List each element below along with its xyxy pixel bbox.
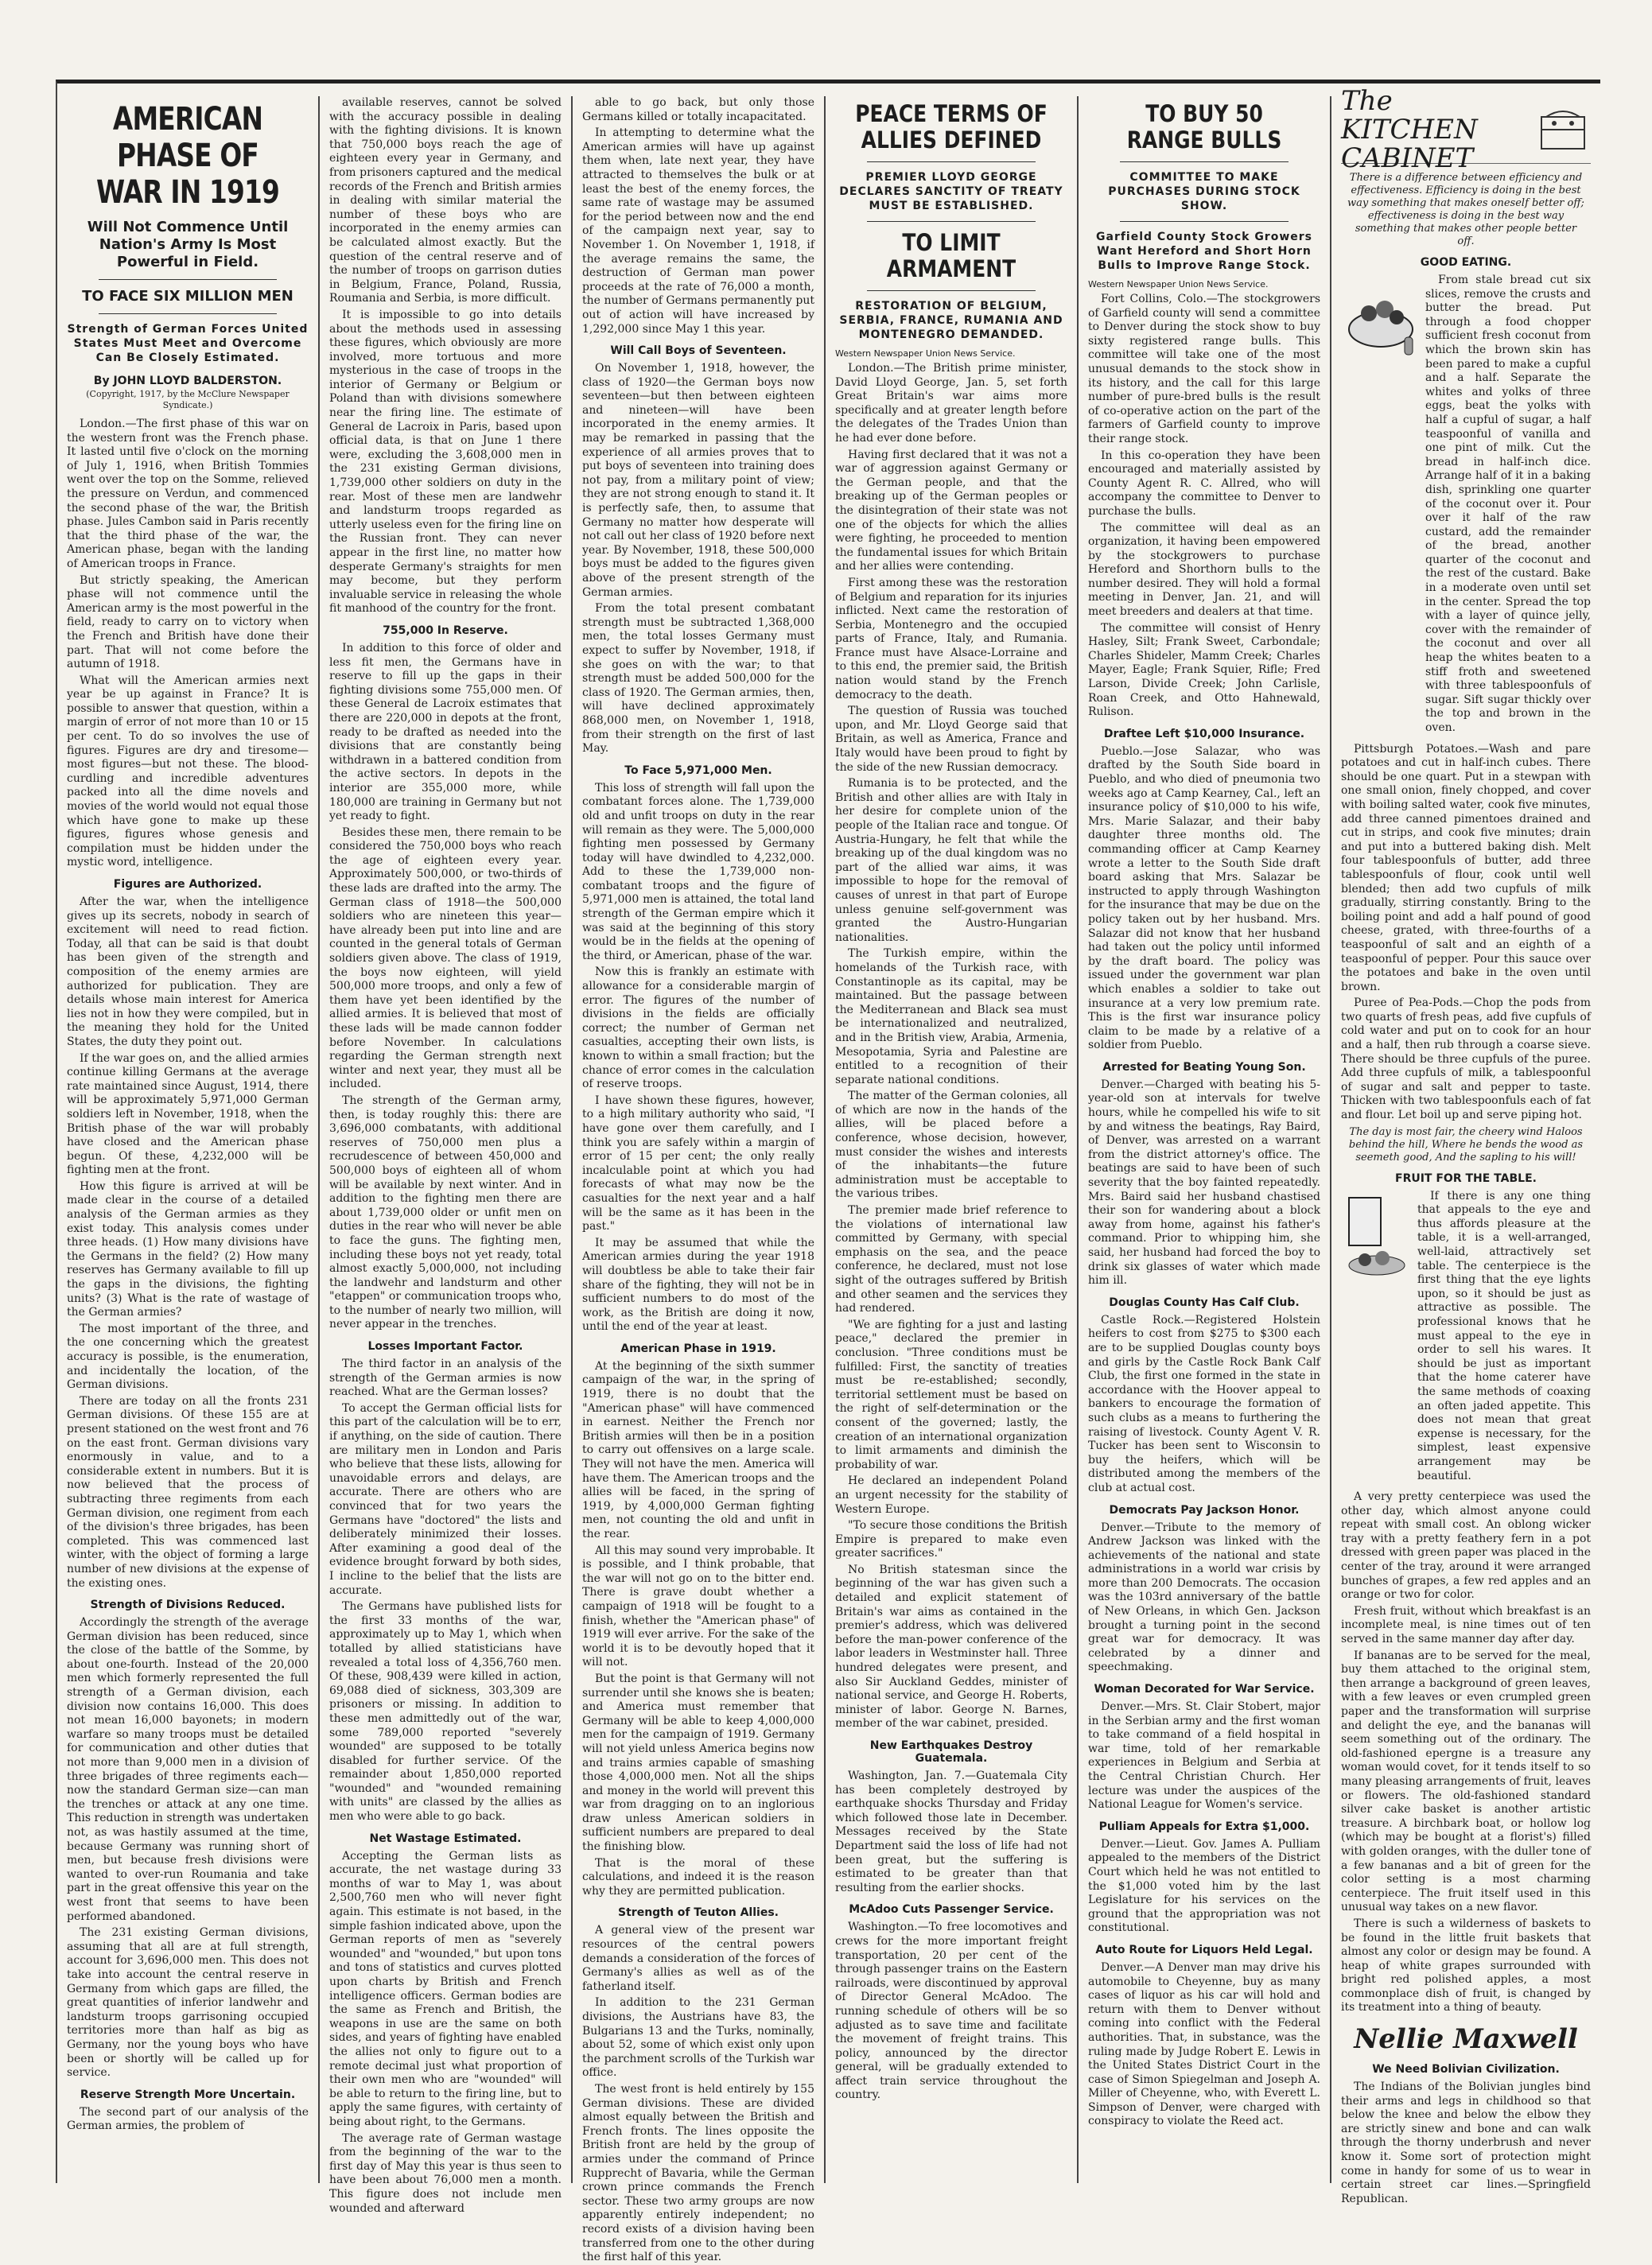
paragraph: Denver.—Lieut. Gov. James A. Pulliam appealed to the members of the District Court which held he was not entitled to the $1,000 voted him by the last Legislature for his services on the ground that the appropriation was not constitutional. xyxy=(1088,1837,1320,1935)
table-fruit-illustration-icon xyxy=(1341,1190,1413,1285)
headline-peace-terms: PEACE TERMS OF ALLIES DEFINED xyxy=(855,100,1048,153)
section-heading: American Phase in 1919. xyxy=(620,1342,776,1355)
section-heading: Pulliam Appeals for Extra $1,000. xyxy=(1098,1820,1310,1833)
masthead-line-2: CABINET xyxy=(1341,142,1474,174)
section-heading: McAdoo Cuts Passenger Service. xyxy=(849,1903,1054,1917)
divider xyxy=(99,313,277,314)
deck-garfield: Garfield County Stock Growers Want Hereford and Short Horn Bulls to Improve Range Stock. xyxy=(1096,231,1312,272)
paragraph: It is impossible to go into details about the methods used in assessing these figures, which obviously are more involved, more tortuous and more mysterious in the case of troops in the interior of Germany or Belgium or Poland than with divisions somewhere near the firing line. The estimate of General de Lacroix in Paris, based upon official data, is that on June 1 there were, excluding the 3,608,000 men in the 231 existing German divisions, 1,739,000 other soldiers on duty in the rear. Most of these men are landwehr and landsturm troops regarded as utterly useless even for the firing line on the Russian front. They can never appear in the first line, no matter how desperate Germany's straights for men may become, but they perform invaluable service in releasing the whole fit manhood of the country for the front. xyxy=(329,308,562,616)
paragraph: Fresh fruit, without which breakfast is an incomplete meal, is nine times out of ten served in the same manner day after day. xyxy=(1341,1604,1591,1646)
section-heading: To Face 5,971,000 Men. xyxy=(624,763,772,777)
paragraph: The 231 existing German divisions, assuming that all are at full strength, account for 3,696,000 men. This does not take into account the central reserve in Germany from which gaps are filled, the great quantities of inferior landwehr and landsturm troops garrisoning occupied territories more than half as big as Germany, nor the young boys who have been or shortly will be called up for service. xyxy=(67,1926,309,2080)
paragraph: In addition to this force of older and less fit men, the Germans have in reserve to fill up the gaps in their fighting divisions some 755,000 men. Of these General de Lacroix estimates that there are 220,000 in depots at the front, ready to be drafted as needed into the divisions that are constantly being withdrawn in a battered condition from the active sectors. In depots in the interior are 355,000 more, while 180,000 are training in Germany but not yet ready to fight. xyxy=(329,641,562,823)
section-heading: Arrested for Beating Young Son. xyxy=(1102,1060,1306,1074)
paragraph: This loss of strength will fall upon the combatant forces alone. The 1,739,000 old and unfit troops on duty in the rear will remain as they were. The 5,000,000 fighting men possessed by Germany today will have dwindled to 4,232,000. Add to these the 1,739,000 non-combatant troops and the figure of 5,971,000 men is attained, the total land strength of the German empire which it was said at the beginning of this story would be in the fields at the opening of the third, or American, phase of the war. xyxy=(582,781,814,962)
divider xyxy=(99,279,277,280)
deck-peace-terms: PREMIER LLOYD GEORGE DECLARES SANCTITY OF TREATY MUST BE ESTABLISHED. xyxy=(839,171,1063,212)
divider xyxy=(1120,161,1289,162)
paragraph: Besides these men, there remain to be considered the 750,000 boys who reach the age of eighteen every year. Approximately 500,000, or two-thirds of these lads are drafted into the army. The German class of 1918—the 500,000 soldiers who are nineteen this year—have already been put into line and are counted in the general totals of German soldiers given above. The class of 1919, the boys now eighteen, will yield 500,000 more troops, and only a few of them have yet been identified by the allied armies. It is believed that most of these lads will be made cannon fodder before November. In calculations regarding the German strength next winter and next year, they must all be included. xyxy=(329,826,562,1091)
paragraph: But the point is that Germany will not surrender until she knows she is beaten; and America must remember that Germany will be able to keep 4,000,000 men for the campaign of 1919. Germany will not yield unless America begins now and trains armies capable of smashing those 4,000,000 men. Not all the ships and money in the world will prevent this war from dragging on to an inglorious draw unless American soldiers in sufficient numbers are prepared to deal the finishing blow. xyxy=(582,1672,814,1854)
paragraph: Accordingly the strength of the average German division has been reduced, since the close of the battle of the Somme, by about one-fourth. Instead of the 20,000 men which formerly represented the full strength of a German division, each division now contains 16,000. This does not mean 16,000 bayonets; in modern warfare so many troops must be detailed for communication and other duties that not more than 9,000 men in a division of three brigades of three regiments each—now the standard German size—can man the trenches or attack at any one time. This reduction in strength was undertaken not, as was hastily assumed at the time, because Germany was running short of men, but because fresh divisions were wanted to over-run Roumania and take part in the great offensive this year on the west front that seems to have been performed abandoned. xyxy=(67,1616,309,1923)
section-heading: 755,000 In Reserve. xyxy=(383,624,508,637)
paragraph: The second part of our analysis of the German armies, the problem of xyxy=(67,2105,309,2133)
paragraph: If the war goes on, and the allied armies continue killing Germans at the average rate maintained since August, 1914, there will be approximately 5,971,000 German soldiers left in November, 1918, when the British phase of the war will probably have closed and the American phase begun. Of these, 4,232,000 will be fighting men at the front. xyxy=(67,1051,309,1177)
section-heading: Figures are Authorized. xyxy=(113,878,262,891)
paragraph: Castle Rock.—Registered Holstein heifers to cost from $275 to $300 each are to be supplied Douglas county boys and girls by the Castle Rock Bank Calf Club, the first one formed in the state in accordance with the Hoover appeal to bankers to encourage the formation of such clubs as a means to furthering the raising of livestock. County Agent V. R. Tucker has been sent to Wisconsin to buy the heifers, which will be distributed among the members of the club at actual cost. xyxy=(1088,1313,1320,1494)
paragraph: The matter of the German colonies, all of which are now in the hands of the allies, will be placed before a conference, whose decision, however, must consider the wishes and interests of the inhabitants—the future administration must be acceptable to the various tribes. xyxy=(835,1090,1067,1201)
paragraph: If there is any one thing that appeals to the eye and thus affords pleasure at the table, it is a well-arranged, well-laid, attractively set table. The centerpiece is the first thing that the eye lights upon, so it should be just as attractive as possible. The professional knows that he must appeal to the eye in order to sell his wares. It should be just as important that the home caterer have the same methods of coaxing an often jaded appetite. This does not mean that great expense is necessary, for the simplest, least expensive arrangement may be beautiful. xyxy=(1417,1189,1591,1482)
paragraph: Pueblo.—Jose Salazar, who was drafted by the South Side board in Pueblo, and who died of pneumonia two weeks ago at Camp Kearney, Cal., left an insurance policy of $10,000 to his wife, Mrs. Marie Salazar, and their baby daughter three months old. The commanding officer at Camp Kearney wrote a letter to the South Side draft board asking that Mrs. Salazar be instructed to apply through Washington for the insurance that may be due on the policy taken out by her husband. Mrs. Salazar did not know that her husband had taken out the policy until informed by the draft board. The policy was issued under the government war plan which enables a soldier to take out insurance at a very low premium rate. This is the first war insurance policy claim to be made by a relative of a soldier from Pueblo. xyxy=(1088,744,1320,1052)
paragraph: The strength of the German army, then, is today roughly this: there are 3,696,000 combatants, with additional reserves of 750,000 men plus a recrudescence of between 450,000 and 500,000 boys of eighteen all of whom will be available by next winter. And in addition to the fighting men there are about 1,739,000 older or unfit men on duties in the rear who will never be able to face the guns. The fighting men, including these boys not yet ready, total almost exactly 5,000,000, not including the landwehr and landsturm and other "etappen" or communication troops who, to the number of nearly two million, will never appear in the trenches. xyxy=(329,1094,562,1331)
byline: By JOHN LLOYD BALDERSTON. xyxy=(93,375,282,387)
section-heading: GOOD EATING. xyxy=(1420,256,1512,269)
paragraph: At the beginning of the sixth summer campaign of the war, in the spring of 1919, there is no doubt that the "American phase" will have commenced in earnest. Neither the French nor British armies will then be in a position to carry out offensives on a large scale. They will not have the men. America will have them. The American troops and the allies will be faced, in the spring of 1919, by 4,000,000 German fighting men, not counting the old and unfit in the rear. xyxy=(582,1359,814,1540)
paragraph: All this may sound very improbable. It is possible, and I think probable, that the war will not go on to the bitter end. There is grave doubt whether a campaign of 1918 will be fought to a finish, whether the "American phase" of 1919 will ever arrive. For the sake of the world it is to be devoutly hoped that it will not. xyxy=(582,1544,814,1669)
paragraph: The question of Russia was touched upon, and Mr. Lloyd George said that Britain, as well as America, France and Italy would have been proud to fight by the side of the new Russian democracy. xyxy=(835,705,1067,774)
column-peace-terms xyxy=(826,96,1079,2183)
column-kitchen-cabinet xyxy=(1331,85,1600,2205)
paragraph: "To secure those conditions the British Empire is prepared to make even greater sacrifices." xyxy=(835,1519,1067,1560)
paragraph: Fort Collins, Colo.—The stockgrowers of Garfield county will send a committee to Denver during the stock show to buy sixty registered range bulls. This committee will take one of the most unusual demands to the stock show in its history, and the call for this large number of pure-bred bulls is the result of co-operative action on the part of the farmers of Garfield county to improve their range stock. xyxy=(1088,293,1320,445)
paragraph: Denver.—Tribute to the memory of Andrew Jackson was linked with the achievements of the national and state administrations in a world war crisis by more than 200 Democrats. The occasion was the 103rd anniversary of the battle of New Orleans, in which Gen. Jackson brought a turning point in the second great war for democracy. It was celebrated by a dinner and speechmaking. xyxy=(1088,1521,1320,1674)
paragraph: In this co-operation they have been encouraged and materially assisted by County Agent R. C. Allred, who will accompany the committee to Denver to purchase the bulls. xyxy=(1088,449,1320,518)
paragraph: The most important of the three, and the one concerning which the greatest accuracy is possible, is the enumeration, and incidentally the location, of the German divisions. xyxy=(67,1322,309,1392)
paragraph: The Turkish empire, within the homelands of the Turkish race, with Constantinople as its capital, may be maintained. But the passage between the Mediterranean and Black sea must be internationalized and neutralized, and in the British view, Arabia, Armenia, Mesopotamia, Syria and Palestine are entitled to a recognition of their separate national conditions. xyxy=(835,947,1067,1086)
headline-american-phase: AMERICAN PHASE OF WAR IN 1919 xyxy=(95,101,280,211)
paragraph: Rumania is to be protected, and the British and other allies are with Italy in her desire for complete union of the people of the Italian race and tongue. Of Austria-Hungary, he felt that while the breaking up of the dual kingdom was no part of the allied war aims, it was impossible to hope for the removal of causes of unrest in that part of Europe unless genuine self-government was granted the Austro-Hungarian nationalities. xyxy=(835,777,1067,944)
headline-range-bulls: TO BUY 50 RANGE BULLS xyxy=(1126,100,1282,153)
divider xyxy=(867,290,1036,291)
section-heading: FRUIT FOR THE TABLE. xyxy=(1395,1171,1537,1185)
section-heading: Reserve Strength More Uncertain. xyxy=(80,2088,296,2101)
paragraph: First among these was the restoration of Belgium and reparation for its injuries inflicted. Next came the restoration of Serbia, Montenegro and the occupied parts of France, Italy, and Rumania. France must have Alsace-Lorraine and to this end, the premier said, the British nation would stand by the French democracy to the death. xyxy=(835,576,1067,701)
paragraph: On November 1, 1918, however, the class of 1920—the German boys now seventeen—but then between eighteen and nineteen—will have been incorporated in the enemy armies. It may be remarked in passing that the experience of all armies proves that to put boys of seventeen into training does not pay, from a military point of view; they are not strong enough to stand it. It is perfectly safe, then, to assume that Germany no matter how desperate will not call out her class of 1920 before next year. By November, 1918, these 500,000 boys must be added to the figures given above of the present strength of the German armies. xyxy=(582,362,814,599)
news-service-credit: Western Newspaper Union News Service. xyxy=(1088,279,1269,289)
section-heading: Strength of Teuton Allies. xyxy=(618,1906,779,1920)
paragraph: In addition to the 231 German divisions, the Austrians have 83, the Bulgarians 13 and the Turks, nominally, about 52, some of which exist only upon the parchment scrolls of the Turkish war office. xyxy=(582,1996,814,2080)
paragraph: No British statesman since the beginning of the war has given such a detailed and explicit statement of Britain's war aims as contained in the premier's address, which was delivered before the man-power conference of the labor leaders in Westminster hall. Three hundred delegates were present, and also Sir Auckland Geddes, minister of national service, and George H. Roberts, minister of labor. George N. Barnes, member of the war cabinet, presided. xyxy=(835,1563,1067,1731)
paragraph: From the total present combatant strength must be subtracted 1,368,000 men, the total losses Germany must expect to suffer by November, 1918, if she goes on with the war; to that strength must be added 500,000 for the class of 1920. The German armies, then, will have declined approximately 868,000 men, on November 1, 1918, from their strength on the first of last May. xyxy=(582,602,814,756)
news-service-credit: Western Newspaper Union News Service. xyxy=(835,348,1016,359)
paragraph: The premier made brief reference to the violations of international law committed by Germany, with special emphasis on the sea, and the peace conference, he declared, must not lose sight of the outrages suffered by British and other seamen and the services they had rendered. xyxy=(835,1204,1067,1315)
cabinet-drawing-icon xyxy=(1535,106,1591,153)
section-heading: Auto Route for Liquors Held Legal. xyxy=(1095,1943,1313,1956)
paragraph: Pittsburgh Potatoes.—Wash and pare potatoes and cut in half-inch cubes. There should be one quart. Put in a stewpan with one small onion, finely chopped, and cover with boiling salted water, cook five minutes, add three canned pimentoes drained and cut in strips, and cook five minutes; drain and put into a buttered baking dish. Melt four tablespoonfuls of butter, add three tablespoonfuls of flour, cook until well blended; then add two cupfuls of milk gradually, stirring constantly. Bring to the boiling point and add a half pound of good cheese, grated, with three-fourths of a teaspoonful of salt and an eighth of a teaspoonful of pepper. Pour this sauce over the potatoes and bake in the oven until brown. xyxy=(1341,742,1591,993)
paragraph: A very pretty centerpiece was used the other day, which almost anyone could repeat with small cost. An oblong wicker tray with a pretty feathery fern in a pot dressed with green paper was placed in the center of the tray, around it were arranged bunches of grapes, a few red apples and an orange or two for color. xyxy=(1341,1490,1591,1602)
subhead-six-million: TO FACE SIX MILLION MEN xyxy=(82,288,293,305)
paragraph: From stale bread cut six slices, remove the crusts and butter the bread. Put through a food chopper sufficient fresh coconut from which the brown skin has been pared to make a cupful and a half. Separate the whites and yolks of three eggs, beat the yolks with half a cupful of sugar, a half teaspoonful of vanilla and one pint of milk. Cut the bread in half-inch dice. Arrange half of it in a baking dish, sprinkling one quarter of the coconut over it. Pour over it half of the raw custard, add the remainder of the bread, another quarter of the coconut and the rest of the custard. Bake in a moderate oven until set in the center. Spread the top with a layer of quince jelly, cover with the remainder of the coconut and over all heap the whites beaten to a stiff froth and sweetened with three tablespoonfuls of sugar. Sift sugar thickly over the top and brown in the oven. xyxy=(1425,274,1591,734)
section-heading: New Earthquakes Destroy Guatemala. xyxy=(869,1739,1033,1765)
column-reserves xyxy=(320,96,573,2215)
paragraph: The committee will deal as an organization, it having been empowered by the stockgrowers to purchase Hereford and Shorthorn bulls to the number desired. They will hold a formal meeting in Denver, Jan. 21, and will meet breeders and dealers at that time. xyxy=(1088,521,1320,619)
verse: The day is most fair, the cheery wind Haloos behind the hill, Where he bends the wood as seemeth good, And the sapling to his will! xyxy=(1348,1125,1584,1164)
paragraph: What will the American armies next year be up against in France? It is possible to answer that question, within a margin of error of not more than 10 or 15 per cent. To do so involves the use of figures. Figures are dry and tiresome—most figures—but not these. The blood-curdling and incredible adventures packed into all the dime novels and movies of the world would not equal those which have gone to make up these figures, figures whose genesis and compilation must be hidden under the mystic word, intelligence. xyxy=(67,674,309,869)
column-range-bulls xyxy=(1079,96,1331,2183)
divider xyxy=(867,161,1036,162)
section-heading: Losses Important Factor. xyxy=(367,1340,523,1354)
paragraph: Denver.—Charged with beating his 5-year-old son at intervals for twelve hours, while he compelled his wife to sit by and witness the beatings, Ray Baird, of Denver, was arrested on a warrant from the district attorney's office. The beatings are said to have been of such severity that the boy fainted repeatedly. Mrs. Baird said her husband chastised their son for wandering about a block away from home, against his father's command. Prior to whipping him, she said, her husband had forced the boy to drink six glasses of water which made him ill. xyxy=(1088,1078,1320,1288)
copyright: (Copyright, 1917, by the McClure Newspaper Syndicate.) xyxy=(86,389,290,410)
paragraph: able to go back, but only those Germans killed or totally incapacitated. xyxy=(582,96,814,123)
paragraph: London.—The first phase of this war on the western front was the French phase. It lasted until five o'clock on the morning of July 1, 1916, when British Tommies went over the top on the Somme, relieved the pressure on Verdun, and commenced the second phase of the war, the British phase. Jules Cambon said in Paris recently that the third phase of the war, the American phase, began with the landing of American troops in France. xyxy=(67,418,309,570)
paragraph: There are today on all the fronts 231 German divisions. Of these 155 are at present stationed on the west front and 76 on the east front. German divisions vary enormously in value, and to a considerable extent in numbers. But it is now believed that the process of subtracting three regiments from each German division, one regiment from each of the division's three brigades, has been completed. This was commenced last winter, with the object of forming a large number of new divisions at the expense of the existing ones. xyxy=(67,1394,309,1590)
paragraph: The Indians of the Bolivian jungles bind their arms and legs in childhood so that below the knee and below the elbow they are strictly sinew and bone and can walk through the thorny underbrush and never know it. Some sort of protection might come in handy for some of us to wear in certain street car lines.—Springfield Republican. xyxy=(1341,2080,1591,2205)
paragraph: A general view of the present war resources of the central powers demands a consideration of the forces of Germany's allies as well as of the fatherland itself. xyxy=(582,1924,814,1993)
paragraph: After the war, when the intelligence gives up its secrets, nobody in search of excitement will need to read fiction. Today, all that can be said is that doubt has been given of the strength and composition of the enemy armies are authorized for publication. They are details whose main interest for America lies not in how they were compiled, but in the meaning they hold for the United States, the duty they point out. xyxy=(67,896,309,1048)
deck-american-phase: Will Not Commence Until Nation's Army Is Most Powerful in Field. xyxy=(87,219,289,270)
deck-restoration: RESTORATION OF BELGIUM, SERBIA, FRANCE, RUMANIA AND MONTENEGRO DEMANDED. xyxy=(839,300,1063,341)
paragraph: Accepting the German lists as accurate, the net wastage during 33 months of war to May 1, was about 2,500,760 men who will never fight again. This estimate is not based, in the simple fashion indicated above, upon the German reports of men as "severely wounded" and "wounded," but upon tons and tons of statistics and curves plotted upon charts by British and French intelligence officers. German bodies are the same as French and British, the weapons in use are the same on both sides, and years of fighting have enabled the allies not only to figure out to a remote decimal just what proportion of their own men who are "wounded" will be able to return to the firing line, but to apply the same figures, with certainty of being about right, to the Germans. xyxy=(329,1849,562,2128)
paragraph: It may be assumed that while the American armies during the year 1918 will doubtless be able to take their fair share of the fighting, they will not be in sufficient numbers to do most of the work, as the British are doing it now, until the end of the year at least. xyxy=(582,1236,814,1334)
paragraph: To accept the German official lists for this part of the calculation will be to err, if anything, on the side of caution. There are military men in London and Paris who believe that these lists, allowing for unavoidable errors and delays, are accurate. There are others who are convinced that for two years the Germans have "doctored" the lists and deliberately minimized their losses. After examining a good deal of the evidence brought forward by both sides, I incline to the belief that the lists are accurate. xyxy=(329,1401,562,1597)
paragraph: Having first declared that it was not a war of aggression against Germany or the German people, and that the breaking up of the German peoples or the disintegration of their state was not one of the objects for which the allies were fighting, he proceeded to mention the fundamental issues for which Britain and her allies were contending. xyxy=(835,448,1067,573)
paragraph: Washington, Jan. 7.—Guatemala City has been completely destroyed by earthquake shocks Thursday and Friday which followed those late in December. Messages received by the State Department said the loss of life had not been great, but the suffering is estimated to be greater than that resulting from the earlier shocks. xyxy=(835,1770,1067,1894)
paragraph: Puree of Pea-Pods.—Chop the pods from two quarts of fresh peas, add five cupfuls of cold water and put on to cook for an hour and a half, then rub through a coarse sieve. There should be three cupfuls of the puree. Add three cupfuls of milk, a tablespoonful of sugar and salt and pepper to taste. Thicken with two tablespoonfuls each of fat and flour. Let boil up and serve piping hot. xyxy=(1341,997,1591,1122)
divider xyxy=(867,221,1036,222)
column-wastage xyxy=(573,96,826,2264)
subhead-limit-armament: TO LIMIT ARMAMENT xyxy=(886,229,1016,282)
paragraph: But strictly speaking, the American phase will not commence until the American army is the most powerful in the field, ready to carry on to victory when the French and British have done their part. That will not come before the autumn of 1918. xyxy=(67,573,309,671)
paragraph: "We are fighting for a just and lasting peace," declared the premier in conclusion. "Three conditions must be fulfilled: First, the sanctity of treaties must be re-established; secondly, territorial settlement must be based on the right of self-determination or the consent of the governed; lastly, the creation of an international organization to limit armaments and diminish the probability of war. xyxy=(835,1318,1067,1471)
paragraph: The average rate of German wastage from the beginning of the war to the first day of May this year is thus seen to have been about 76,000 men a month. This figure does not include men wounded and afterward xyxy=(329,2131,562,2215)
paragraph: available reserves, cannot be solved with the accuracy possible in dealing with the fighting divisions. It is known that 750,000 boys reach the age of eighteen every year in Germany, and from prisoners captured and the medical records of the French and British armies in dealing with similar material the number of these boys who are incorporated in the enemy armies can be calculated almost exactly. But the question of the central reserve and of the number of troops on garrison duties in Belgium, France, Poland, Russia, Roumania and Serbia, is more difficult. xyxy=(329,96,562,305)
paragraph: There is such a wilderness of baskets to be found in the little fruit baskets that almost any color or design may be found. A heap of white grapes surrounded with bright red polished apples, a most commonplace dish of fruit, is changed by its treatment into a thing of beauty. xyxy=(1341,1917,1591,2014)
author-signature: Nellie Maxwell xyxy=(1354,2023,1578,2056)
deck-committee: COMMITTEE TO MAKE PURCHASES DURING STOCK SHOW. xyxy=(1108,171,1300,212)
paragraph: Washington.—To free locomotives and crews for the more important freight transportation, 20 per cent of the through passenger trains on the Eastern railroads, were discontinued by approval of Director General McAdoo. The running schedule of others will be so adjusted as to save time and facilitate the movement of freight trains. This policy, announced by the director general, will be gradually extended to affect train service throughout the country. xyxy=(835,1921,1067,2102)
section-heading: Woman Decorated for War Service. xyxy=(1094,1683,1315,1696)
deck-strength: Strength of German Forces United States Must Meet and Overcome Can Be Closely Estimated. xyxy=(67,323,309,364)
paragraph: Denver.—Mrs. St. Clair Stobert, major in the Serbian army and the first woman to take command of a field hospital in war time, told of her remarkable experiences in Belgium and Serbia at the Central Christian Church. Her lecture was under the auspices of the National League for Women's service. xyxy=(1088,1700,1320,1812)
paragraph: Denver.—A Denver man may drive his automobile to Cheyenne, buy as many cases of liquor as his car will hold and return with them to Denver without coming into conflict with the Federal authorities. That, in substance, was the ruling made by Judge Robert E. Lewis in the United States District Court in the case of Simon Spiegelman and Joseph A. Miller of Cheyenne, who, with Everett L. Simpson of Denver, were charged with conspiracy to violate the Reed act. xyxy=(1088,1960,1320,2128)
divider xyxy=(1120,221,1289,222)
section-heading: Draftee Left $10,000 Insurance. xyxy=(1103,727,1305,740)
section-heading: Democrats Pay Jackson Honor. xyxy=(1109,1503,1300,1517)
paragraph: How this figure is arrived at will be made clear in the course of a detailed analysis of the German armies as they exist today. This analysis comes under three heads. (1) How many divisions have the Germans in the field? (2) How many reserves has Germany available to fill up the gaps in the divisions, the fighting units? (3) What is the rate of wastage of the German armies? xyxy=(67,1179,309,1319)
paragraph: The west front is held entirely by 155 German divisions. These are divided almost equally between the British and French fronts. The lines opposite the British front are held by the group of armies under the command of Prince Rupprecht of Bavaria, while the German crown prince commands the French sector. These two army groups are now apparently entirely independent; no record exists of a division having been transferred from one to the other during the first half of this year. xyxy=(582,2082,814,2264)
kitchen-cabinet-masthead xyxy=(1341,85,1591,174)
column-american-phase xyxy=(57,96,320,2183)
paragraph: That is the moral of these calculations, and indeed it is the reason why they are permitted publication. xyxy=(582,1856,814,1898)
section-heading: Strength of Divisions Reduced. xyxy=(90,1599,286,1612)
section-heading: Will Call Boys of Seventeen. xyxy=(610,344,787,358)
paragraph: London.—The British prime minister, David Lloyd George, Jan. 5, set forth Great Britain's war aims more specifically and at greater length before the delegates of the Trades Union than he had ever done before. xyxy=(835,362,1067,445)
paragraph: The Germans have published lists for the first 33 months of the war, approximately up to May 1, which when totalled by allied statisticians have revealed a total loss of 4,356,760 men. Of these, 908,439 were killed in action, 69,088 died of sickness, 303,309 are prisoners or missing. In addition to these men admittedly out of the war, some 789,000 reported "severely wounded" are supposed to be totally disabled for further service. Of the remainder about 1,850,000 reported "wounded" and "wounded remaining with units" are classed by the allies as men who were able to go back. xyxy=(329,1600,562,1824)
section-heading: Net Wastage Estimated. xyxy=(369,1832,522,1845)
paragraph: If bananas are to be served for the meal, buy them attached to the original stem, then arrange a background of green leaves, with a few leaves or even crumpled green paper and the transformation will surprise and delight the eye, and the bananas will seem something out of the ordinary. The old-fashioned epergne is a treasure any woman would covet, for it tends itself to so many pleasing arrangements of fruit, leaves or flowers. The old-fashioned standard silver cake basket is another artistic treasure. A birchbark boat, or hollow log (which may be bought at a florist's) filled with golden oranges, with the duller tone of a few bananas and a bit of green for the color setting is a most charming centerpiece. The fruit itself used in this unusual way takes on a new flavor. xyxy=(1341,1649,1591,1914)
paragraph: He declared an independent Poland an urgent necessity for the stability of Western Europe. xyxy=(835,1474,1067,1516)
intro-quote: There is a difference between efficiency and effectiveness. Efficiency is doing in the best way something that makes oneself better off; effectiveness is doing in the best way something that makes other people better off. xyxy=(1347,172,1584,247)
paragraph: The third factor in an analysis of the strength of the German armies is now reached. What are the German losses? xyxy=(329,1358,562,1399)
section-heading: We Need Bolivian Civilization. xyxy=(1372,2063,1560,2077)
section-heading: Douglas County Has Calf Club. xyxy=(1109,1296,1300,1309)
newspaper-page xyxy=(56,80,1600,2264)
paragraph: In attempting to determine what the American armies will have up against them when, late next year, they have attracted to themselves the bulk or at least the best of the enemy forces, the same rate of wastage may be assumed for the period between now and the end of the campaign next year, say to November 1. On November 1, 1918, if the average remains the same, the destruction of German man power proceeds at the rate of 76,000 a month, the number of Germans permanently put out of action will have increased by 1,292,000 since May 1 this year. xyxy=(582,126,814,336)
masthead-line-1: The KITCHEN xyxy=(1341,85,1478,146)
paragraph: The committee will consist of Henry Hasley, Silt; Frank Sweet, Carbondale; Charles Shideler, Mamm Creek; Charles Mayer, Eagle; Frank Squier, Rifle; Fred Larson, Divide Creek; John Carlisle, Roan Creek, and Otto Hahnewald, Rulison. xyxy=(1088,621,1320,719)
fruit-bowl-illustration-icon xyxy=(1341,274,1421,361)
paragraph: I have shown these figures, however, to a high military authority who said, "I have gone over them carefully, and I think you are safely within a margin of error of 15 per cent; the only really incalculable point at which you had forecasts of what may now be the casualties for the next year and a half will be the same as it has been in the past." xyxy=(582,1094,814,1234)
paragraph: Now this is frankly an estimate with allowance for a considerable margin of error. The figures of the number of divisions in the fields are officially correct; the number of German net casualties, accepting their own lists, is known to within a small fraction; but the chance of error comes in the calculation of reserve troops. xyxy=(582,965,814,1091)
